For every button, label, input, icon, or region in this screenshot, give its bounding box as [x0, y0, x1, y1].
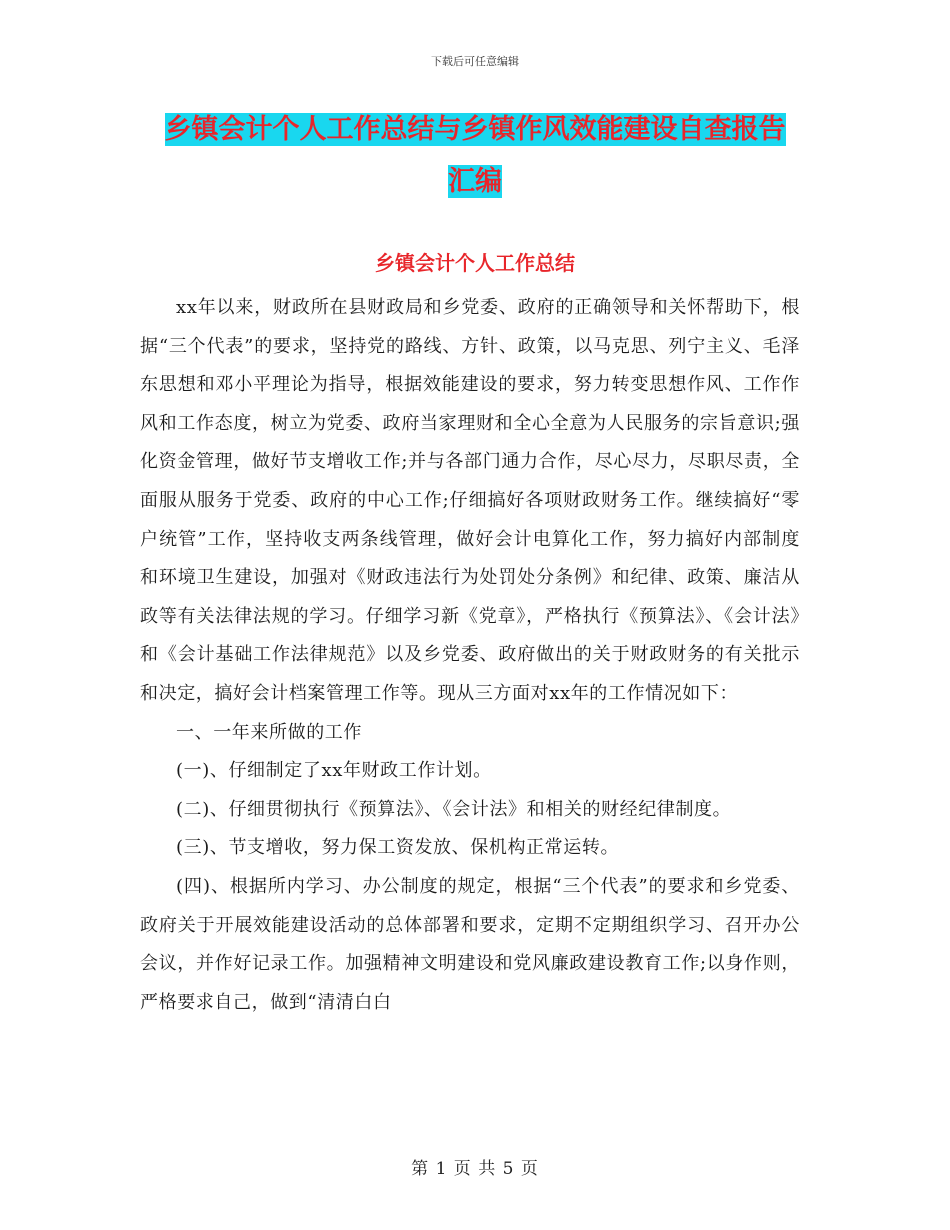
paragraph-heading-1: 一、一年来所做的工作: [176, 721, 362, 743]
main-title: [110, 104, 840, 208]
header-note: 下载后可任意编辑: [431, 55, 519, 68]
body-text: [140, 289, 800, 1022]
main-title-line2: 汇编: [448, 166, 502, 197]
paragraph-intro: xx年以来，财政所在县财政局和乡党委、政府的正确领导和关怀帮助下，根据“三个代表”的要求，坚持党的路线、方针、政策，以马克思、列宁主义、毛泽东思想和邓小平理论为指导，根据效能建设的要求，努力转变思想作风、工作作风和工作态度，树立为党委、政府当家理财和全心全意为人民服务的宗旨意识;强化资金管理，做好节支增收工作;并与各部门通力合作，尽心尽力，尽职尽责，全面服从服务于党委、政府的中心工作;仔细搞好各项财政财务工作。继续搞好“零户统管”工作，坚持收支两条线管理，做好会计电算化工作，努力搞好内部制度和环境卫生建设，加强对《财政违法行为处罚处分条例》和纪律、政策、廉洁从政等有关法律法规的学习。仔细学习新《党章》，严格执行《预算法》、《会计法》和《会计基础工作法律规范》以及乡党委、政府做出的关于财政财务的有关批示和决定，搞好会计档案管理工作等。现从三方面对xx年的工作情况如下：: [140, 297, 800, 704]
section-title: 乡镇会计个人工作总结: [375, 251, 575, 275]
page-footer: 第 1 页 共 5 页: [411, 1159, 539, 1179]
paragraph-item-3: (三)、节支增收，努力保工资发放、保机构正常运转。: [176, 837, 620, 859]
paragraph-item-4: (四)、根据所内学习、办公制度的规定，根据“三个代表”的要求和乡党委、政府关于开展效能建设活动的总体部署和要求，定期不定期组织学习、召开办公会议，并作好记录工作。加强精神文明建设和党风廉政建设教育工作;以身作则，严格要求自己，做到“清清白白: [140, 875, 800, 1013]
main-title-line1: 乡镇会计个人工作总结与乡镇作风效能建设自查报告: [164, 114, 786, 145]
paragraph-item-1: (一)、仔细制定了xx年财政工作计划。: [176, 760, 492, 782]
paragraph-item-2: (二)、仔细贯彻执行《预算法》、《会计法》和相关的财经纪律制度。: [176, 798, 732, 820]
